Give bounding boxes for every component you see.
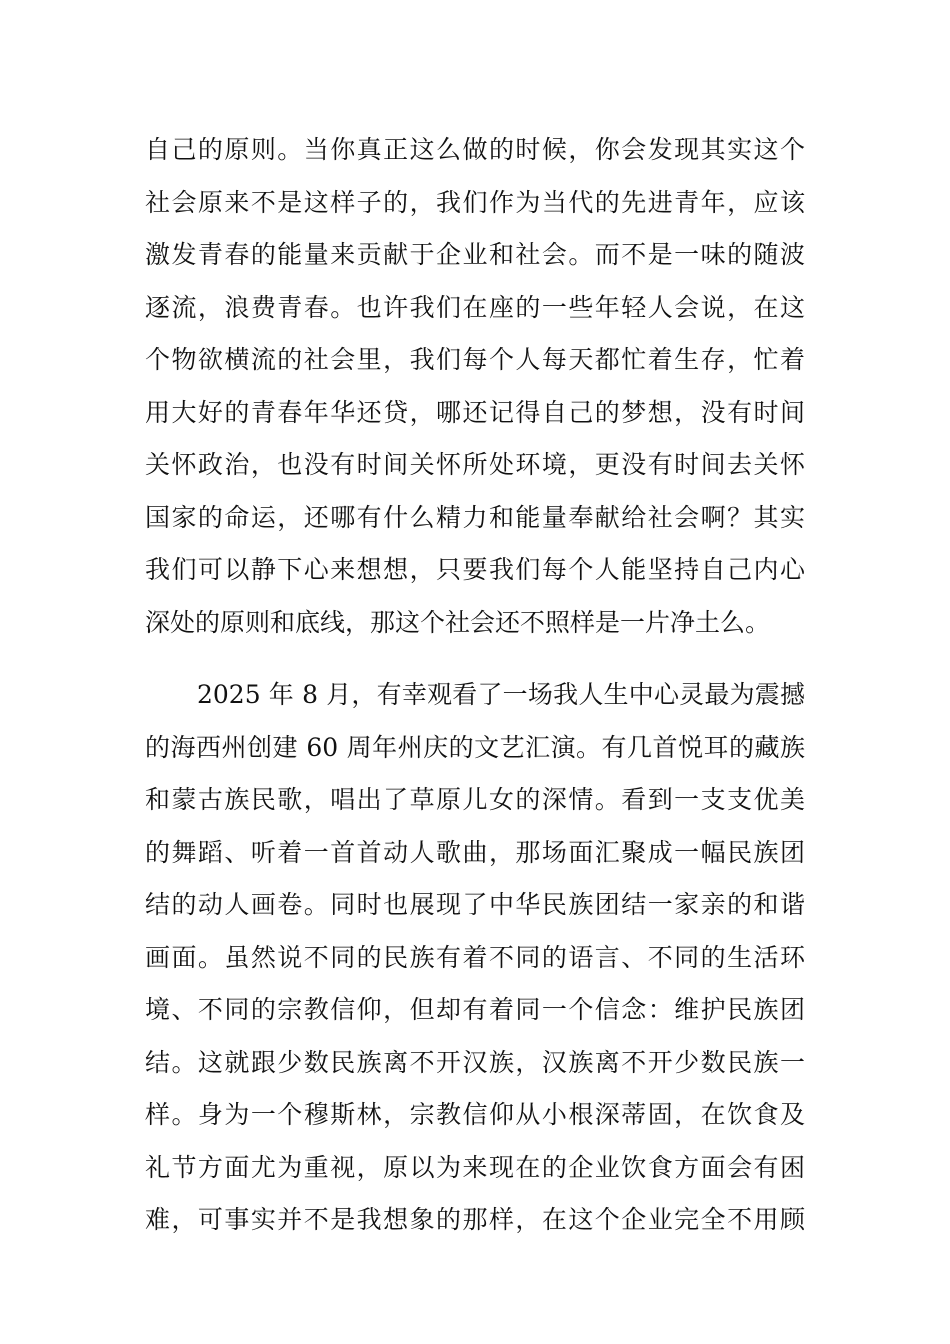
paragraph-line: 关怀政治，也没有时间关怀所处环境，更没有时间去关怀 <box>145 450 805 479</box>
paragraph-line: 激发青春的能量来贡献于企业和社会。而不是一味的随波 <box>145 240 805 269</box>
paragraph-line: 的海西州创建 60 周年州庆的文艺汇演。有几首悦耳的藏族 <box>145 732 805 762</box>
paragraph-line: 用大好的青春年华还贷，哪还记得自己的梦想，没有时间 <box>145 397 805 427</box>
paragraph-line: 画面。虽然说不同的民族有着不同的语言、不同的生活环 <box>145 942 805 972</box>
paragraph-line: 结。这就跟少数民族离不开汉族，汉族离不开少数民族一 <box>145 1047 805 1077</box>
paragraph-line: 社会原来不是这样子的，我们作为当代的先进青年，应该 <box>145 187 805 217</box>
paragraph-line: 境、不同的宗教信仰，但却有着同一个信念：维护民族团 <box>145 995 805 1024</box>
paragraph-line: 我们可以静下心来想想，只要我们每个人能坚持自己内心 <box>145 555 805 584</box>
paragraph-line: 礼节方面尤为重视，原以为来现在的企业饮食方面会有困 <box>145 1152 805 1182</box>
paragraph-line: 2025 年 8 月，有幸观看了一场我人生中心灵最为震撼 <box>197 680 805 709</box>
paragraph-line: 和蒙古族民歌，唱出了草原儿女的深情。看到一支支优美 <box>145 785 805 814</box>
paragraph-line: 难，可事实并不是我想象的那样，在这个企业完全不用顾 <box>145 1205 805 1234</box>
paragraph-line: 个物欲横流的社会里，我们每个人每天都忙着生存，忙着 <box>145 345 805 374</box>
paragraph-2 <box>145 669 805 1247</box>
paragraph-line: 自己的原则。当你真正这么做的时候，你会发现其实这个 <box>145 135 805 164</box>
paragraph-line: 逐流，浪费青春。也许我们在座的一些年轻人会说，在这 <box>145 292 805 322</box>
paragraph-line: 国家的命运，还哪有什么精力和能量奉献给社会啊？其实 <box>145 502 805 532</box>
paragraph-line: 样。身为一个穆斯林，宗教信仰从小根深蒂固，在饮食及 <box>145 1100 805 1129</box>
paragraph-1 <box>145 124 805 649</box>
paragraph-line: 的舞蹈、听着一首首动人歌曲，那场面汇聚成一幅民族团 <box>145 837 805 867</box>
paragraph-line: 结的动人画卷。同时也展现了中华民族团结一家亲的和谐 <box>145 890 805 919</box>
paragraph-line: 深处的原则和底线，那这个社会还不照样是一片净土么。 <box>145 607 771 637</box>
